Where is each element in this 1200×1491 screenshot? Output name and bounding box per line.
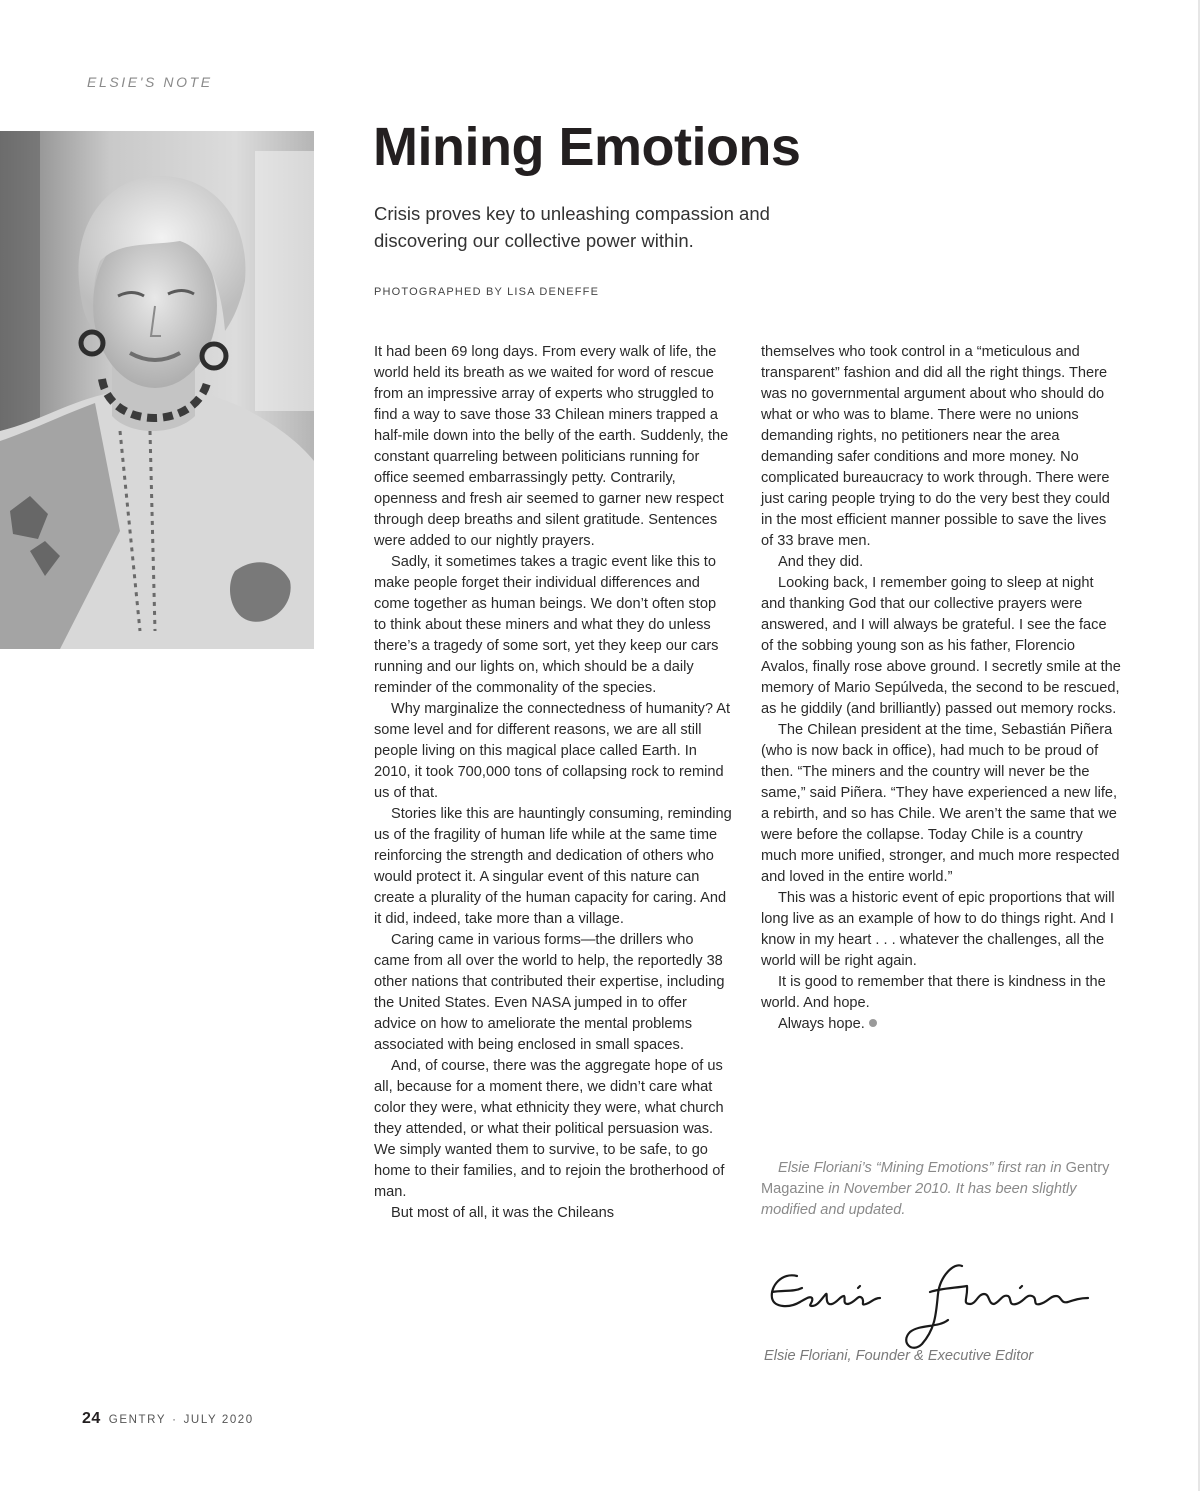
page-footer — [82, 1410, 254, 1428]
body-paragraph: Looking back, I remember going to sleep at night and thanking God that our collective prayers were answered, and I will always be grateful. I see the face of the sobbing young son as his father, Florencio Avalos, finally rose above ground. I secretly smile at the memory of Mario Sepúlveda, the second to be rescued, as he giddily (and brilliantly) passed out memory rocks. — [761, 575, 1121, 717]
article-dek: Crisis proves key to unleashing compassion and discovering our collective power within. — [374, 203, 770, 251]
page-number: 24 — [82, 1410, 101, 1427]
body-paragraph: And they did. — [778, 554, 864, 570]
body-paragraph: Stories like this are hauntingly consuming, reminding us of the fragility of human life while at the same time reinforcing the strength and dedication of others who would protect it. A singular event of this nature can create a plurality of the human capacity for caring. And it did, indeed, take more than a village. — [374, 806, 732, 927]
body-paragraph: It had been 69 long days. From every walk of life, the world held its breath as we waited for word of rescue from an impressive array of experts who struggled to find a way to save those 33 Chilean miners trapped a half-mile down into the belly of the earth. Suddenly, the constant quarreling between politicians running for office seemed embarrassingly petty. Contrarily, openness and fresh air seemed to garner new respect through deep breaths and silent gratitude. Sentences were added to our nightly prayers. — [374, 344, 729, 549]
editor-note-after: in November 2010. It has been slightly modified and updated. — [761, 1181, 1077, 1218]
body-paragraph: The Chilean president at the time, Sebastián Piñera (who is now back in office), had much to be proud of then. “The miners and the country will never be the same,” said Piñera. “They have experienced a new life, a rebirth, and so has Chile. We aren’t the same that we were before the collapse. Today Chile is a country much more unified, stronger, and much more respected and loved in the entire world.” — [761, 722, 1120, 885]
signature — [762, 1258, 1092, 1350]
editor-note-before: Elsie Floriani’s “Mining Emotions” first ran in — [778, 1160, 1062, 1176]
body-paragraph: Caring came in various forms—the drillers who came from all over the world to help, the reportedly 38 other nations that contributed their expertise, including the United States. Even NASA jumped in to offer advice on how to ameliorate the mental problems associated with being enclosed in small spaces. — [374, 932, 725, 1053]
issue-date: JULY 2020 — [183, 1414, 254, 1426]
article-title: Mining Emotions — [373, 117, 801, 177]
section-label: ELSIE'S NOTE — [87, 74, 213, 90]
signature-caption: Elsie Floriani, Founder & Executive Editor — [764, 1348, 1034, 1364]
editor-note-magazine: Gentry Magazine — [761, 1160, 1110, 1197]
publication-name: GENTRY — [108, 1414, 167, 1426]
body-paragraph: But most of all, it was the Chileans — [391, 1205, 615, 1221]
body-paragraph: This was a historic event of epic proportions that will long live as an example of how to do things right. And I know in my heart . . . whatever the challenges, all the world will be right again. — [761, 890, 1115, 969]
editor-note — [761, 1158, 1121, 1221]
portrait-photo — [0, 131, 314, 649]
body-paragraph: And, of course, there was the aggregate hope of us all, because for a moment there, we didn’t care what color they were, what ethnicity they were, what church they attended, or what their political persuasion was. We simply wanted them to survive, to be safe, to go home to their families, and to rejoin the brotherhood of man. — [374, 1058, 725, 1200]
body-column-2 — [761, 342, 1121, 1035]
body-paragraph: Why marginalize the connectedness of humanity? At some level and for different reasons, we are all still people living on this magical place called Earth. In 2010, it took 700,000 tons of collapsing rock to remind us of that. — [374, 701, 731, 801]
body-paragraph: Sadly, it sometimes takes a tragic event like this to make people forget their individual differences and come together as human beings. We don’t often stop to think about these miners and what they do unless there’s a tragedy of some sort, yet they keep our cars running and our lights on, which should be a daily reminder of the commonality of the species. — [374, 554, 719, 696]
body-column-1 — [374, 342, 732, 1224]
closing-text: Always hope. — [778, 1016, 865, 1032]
photo-credit: PHOTOGRAPHED BY LISA DENEFFE — [374, 286, 600, 298]
body-paragraph: It is good to remember that there is kindness in the world. And hope. — [761, 974, 1106, 1011]
end-mark-icon — [869, 1019, 877, 1027]
body-paragraph: themselves who took control in a “meticulous and transparent” fashion and did all the right things. There was no governmental argument about who should do what or who was to blame. There were no unions demanding rights, no petitioners near the area demanding safer conditions and more money. No complicated bureaucracy to work through. There were just caring people trying to do the very best they could in the most efficient manner possible to save the lives of 33 brave men. — [761, 344, 1110, 549]
closing-paragraph — [761, 1014, 1121, 1035]
footer-separator: · — [172, 1414, 178, 1426]
